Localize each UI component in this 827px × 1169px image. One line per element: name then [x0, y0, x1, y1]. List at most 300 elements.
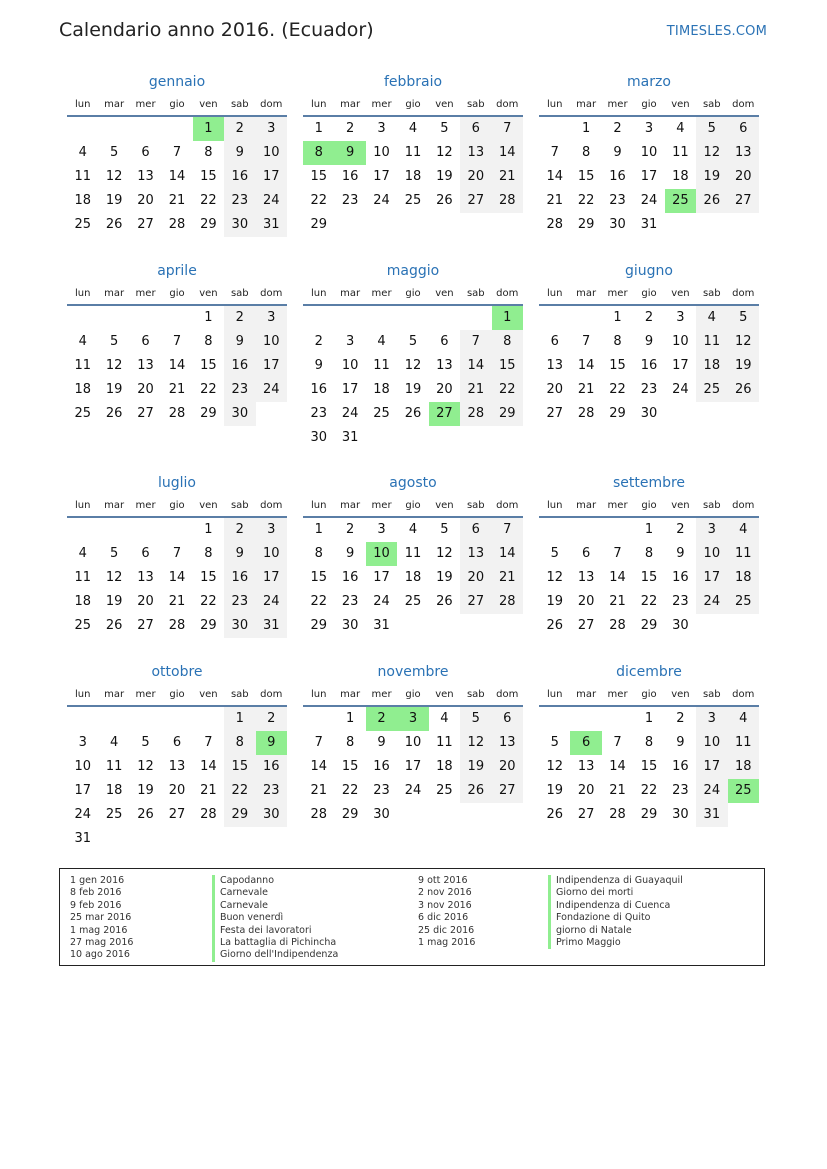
- empty-cell: [130, 306, 161, 330]
- day-cell: 14: [492, 141, 523, 165]
- day-cell: 3: [696, 707, 727, 731]
- day-cell: 23: [341, 193, 359, 208]
- empty-cell: [397, 306, 428, 330]
- legend-dates-left: [70, 875, 133, 962]
- weekday-label: ven: [671, 99, 690, 110]
- day-cell: 25: [74, 618, 91, 633]
- day-grid: [303, 707, 523, 827]
- day-cell: 26: [728, 378, 759, 402]
- day-cell: 26: [546, 807, 563, 822]
- day-cell: 21: [168, 594, 186, 609]
- day-cell: 28: [546, 217, 563, 232]
- day-cell: 31: [256, 213, 287, 237]
- day-cell: 30: [224, 213, 255, 237]
- day-cell: 21: [492, 165, 523, 189]
- weekday-label: mar: [576, 99, 597, 110]
- weekday-label: lun: [310, 288, 327, 299]
- day-cell: 15: [200, 358, 217, 373]
- day-cell: 20: [460, 165, 491, 189]
- legend-holiday-name: Buon venerdì: [212, 912, 338, 924]
- day-grid: [67, 707, 287, 851]
- day-cell: 21: [200, 783, 217, 798]
- day-cell: 21: [609, 783, 626, 798]
- day-cell: 22: [640, 594, 658, 609]
- weekday-label: sab: [466, 689, 485, 700]
- day-cell: 11: [74, 570, 91, 585]
- weekday-label: dom: [496, 689, 519, 700]
- day-cell: 14: [168, 570, 186, 585]
- day-cell: 16: [310, 382, 327, 397]
- weekday-label: lun: [546, 288, 563, 299]
- day-cell: 24: [256, 378, 287, 402]
- day-cell: 5: [109, 546, 119, 561]
- day-cell: 25: [696, 378, 727, 402]
- empty-cell: [98, 707, 129, 731]
- day-cell: 11: [105, 759, 123, 774]
- holiday-day: 9: [256, 731, 287, 755]
- day-cell: 28: [168, 618, 186, 633]
- day-cell: 1: [613, 310, 622, 325]
- day-cell: 15: [577, 169, 595, 184]
- page-title: Calendario anno 2016. (Ecuador): [59, 19, 374, 41]
- day-cell: 20: [137, 382, 154, 397]
- weekday-label: mer: [607, 500, 628, 511]
- day-cell: 21: [168, 382, 186, 397]
- weekday-label: sab: [702, 689, 721, 700]
- day-cell: 31: [341, 430, 359, 445]
- empty-cell: [67, 518, 98, 542]
- weekday-label: lun: [310, 689, 327, 700]
- day-cell: 7: [492, 117, 523, 141]
- day-cell: 6: [440, 334, 449, 349]
- day-cell: 24: [696, 779, 727, 803]
- day-cell: 8: [581, 145, 591, 160]
- day-cell: 25: [74, 217, 91, 232]
- day-cell: 8: [314, 546, 323, 561]
- holiday-day: 10: [366, 542, 397, 566]
- day-cell: 7: [581, 334, 591, 349]
- day-cell: 27: [577, 618, 595, 633]
- day-cell: 9: [224, 141, 255, 165]
- day-cell: 1: [204, 522, 213, 537]
- weekday-label: mer: [607, 288, 628, 299]
- day-cell: 29: [640, 807, 658, 822]
- day-cell: 16: [341, 169, 359, 184]
- day-cell: 8: [492, 330, 523, 354]
- weekday-label: mar: [104, 689, 125, 700]
- day-cell: 5: [440, 522, 449, 537]
- day-cell: 29: [640, 618, 658, 633]
- empty-cell: [570, 518, 601, 542]
- day-cell: 6: [141, 145, 150, 160]
- day-cell: 4: [728, 518, 759, 542]
- day-cell: 13: [436, 358, 453, 373]
- day-cell: 17: [74, 783, 91, 798]
- day-cell: 21: [546, 193, 563, 208]
- day-cell: 18: [436, 759, 453, 774]
- day-cell: 2: [613, 121, 622, 136]
- day-cell: 19: [105, 382, 123, 397]
- day-cell: 9: [613, 145, 622, 160]
- day-cell: 8: [613, 334, 622, 349]
- day-cell: 14: [310, 759, 327, 774]
- day-cell: 7: [613, 546, 622, 561]
- weekday-label: mer: [135, 500, 156, 511]
- month-aprile: [67, 262, 287, 426]
- day-cell: 5: [109, 145, 119, 160]
- legend-holiday-name: Fondazione di Quito: [548, 912, 683, 924]
- weekday-label: ven: [435, 689, 454, 700]
- empty-cell: [161, 518, 192, 542]
- day-cell: 7: [492, 518, 523, 542]
- legend-holiday-name: Primo Maggio: [548, 937, 683, 949]
- day-cell: 24: [256, 189, 287, 213]
- legend-date: 9 feb 2016: [70, 899, 122, 911]
- day-cell: 24: [696, 590, 727, 614]
- day-cell: 18: [404, 169, 422, 184]
- day-cell: 16: [373, 759, 390, 774]
- weekday-label: ven: [671, 500, 690, 511]
- day-cell: 25: [74, 406, 91, 421]
- day-cell: 6: [728, 117, 759, 141]
- day-cell: 28: [577, 406, 595, 421]
- day-cell: 7: [550, 145, 559, 160]
- day-cell: 25: [436, 783, 453, 798]
- day-grid: [539, 518, 759, 638]
- day-cell: 19: [728, 354, 759, 378]
- day-cell: 7: [314, 735, 323, 750]
- day-cell: 27: [460, 189, 491, 213]
- empty-cell: [161, 306, 192, 330]
- empty-cell: [602, 518, 633, 542]
- weekday-label: lun: [310, 500, 327, 511]
- day-cell: 11: [404, 546, 422, 561]
- legend-holiday-name: Capodanno: [212, 875, 338, 887]
- day-cell: 20: [577, 783, 595, 798]
- day-cell: 13: [460, 542, 491, 566]
- day-cell: 3: [377, 522, 386, 537]
- day-cell: 11: [404, 145, 422, 160]
- day-cell: 14: [492, 542, 523, 566]
- day-cell: 13: [137, 570, 154, 585]
- day-cell: 18: [696, 354, 727, 378]
- day-cell: 4: [408, 121, 418, 136]
- day-cell: 6: [460, 518, 491, 542]
- day-cell: 2: [224, 518, 255, 542]
- weekday-label: gio: [169, 689, 185, 700]
- day-cell: 12: [436, 546, 453, 561]
- day-cell: 29: [200, 618, 217, 633]
- day-cell: 21: [492, 566, 523, 590]
- weekday-label: sab: [702, 288, 721, 299]
- holiday-day: 6: [570, 731, 601, 755]
- month-name: maggio: [386, 263, 440, 279]
- day-cell: 15: [341, 759, 359, 774]
- day-cell: 16: [224, 566, 255, 590]
- weekday-label: gio: [641, 689, 657, 700]
- holiday-day: 1: [492, 306, 523, 330]
- day-cell: 10: [696, 542, 727, 566]
- day-cell: 26: [105, 618, 123, 633]
- day-cell: 16: [341, 570, 359, 585]
- month-name: ottobre: [151, 664, 203, 680]
- day-cell: 14: [460, 354, 491, 378]
- day-cell: 1: [204, 310, 213, 325]
- month-novembre: [303, 663, 523, 827]
- weekday-label: mer: [607, 689, 628, 700]
- legend-date: 8 feb 2016: [70, 887, 122, 899]
- day-cell: 17: [672, 358, 689, 373]
- weekday-label: dom: [732, 99, 755, 110]
- day-cell: 22: [310, 193, 327, 208]
- day-cell: 7: [172, 145, 182, 160]
- weekday-label: mar: [340, 689, 361, 700]
- day-cell: 4: [696, 306, 727, 330]
- day-grid: [539, 707, 759, 827]
- day-cell: 3: [256, 518, 287, 542]
- day-cell: 22: [341, 783, 359, 798]
- empty-cell: [539, 306, 570, 330]
- day-cell: 30: [256, 803, 287, 827]
- day-cell: 19: [137, 783, 154, 798]
- empty-cell: [98, 117, 129, 141]
- day-cell: 24: [341, 406, 359, 421]
- weekday-label: gio: [641, 288, 657, 299]
- day-cell: 3: [345, 334, 355, 349]
- holiday-day: 25: [665, 189, 696, 213]
- day-cell: 2: [224, 306, 255, 330]
- day-cell: 15: [640, 759, 658, 774]
- day-cell: 14: [168, 358, 186, 373]
- day-cell: 3: [644, 121, 654, 136]
- day-cell: 20: [728, 165, 759, 189]
- day-cell: 26: [137, 807, 154, 822]
- legend-holiday-name: Carnevale: [212, 900, 338, 912]
- day-cell: 8: [204, 145, 213, 160]
- day-cell: 15: [609, 358, 626, 373]
- legend-names-right: [548, 875, 683, 949]
- day-cell: 5: [141, 735, 150, 750]
- weekday-label: ven: [671, 689, 690, 700]
- weekday-label: mer: [371, 288, 392, 299]
- weekday-label: dom: [732, 500, 755, 511]
- day-cell: 7: [172, 546, 182, 561]
- day-cell: 8: [345, 735, 355, 750]
- weekday-header: [303, 500, 523, 518]
- month-name: febbraio: [383, 74, 443, 90]
- weekday-label: ven: [199, 288, 218, 299]
- day-cell: 24: [404, 783, 422, 798]
- day-cell: 18: [373, 382, 390, 397]
- empty-cell: [67, 707, 98, 731]
- day-grid: [67, 306, 287, 426]
- empty-cell: [366, 306, 397, 330]
- weekday-label: lun: [546, 99, 563, 110]
- legend-holiday-name: Festa dei lavoratori: [212, 925, 338, 937]
- weekday-label: gio: [405, 689, 421, 700]
- day-cell: 17: [341, 382, 359, 397]
- day-cell: 17: [256, 354, 287, 378]
- day-cell: 9: [676, 546, 685, 561]
- day-cell: 18: [728, 566, 759, 590]
- weekday-header: [67, 689, 287, 707]
- weekday-label: mar: [340, 99, 361, 110]
- empty-cell: [130, 707, 161, 731]
- day-cell: 15: [492, 354, 523, 378]
- day-grid: [303, 518, 523, 638]
- day-cell: 30: [224, 614, 255, 638]
- day-cell: 13: [137, 169, 154, 184]
- day-cell: 27: [168, 807, 186, 822]
- empty-cell: [570, 306, 601, 330]
- weekday-label: dom: [260, 500, 283, 511]
- weekday-label: gio: [405, 99, 421, 110]
- weekday-label: sab: [466, 288, 485, 299]
- day-cell: 12: [137, 759, 154, 774]
- day-cell: 27: [137, 618, 154, 633]
- legend-holiday-name: La battaglia di Pichincha: [212, 937, 338, 949]
- weekday-label: ven: [435, 500, 454, 511]
- day-cell: 21: [460, 378, 491, 402]
- day-cell: 27: [492, 779, 523, 803]
- day-cell: 17: [373, 169, 390, 184]
- weekday-label: gio: [405, 500, 421, 511]
- day-cell: 12: [105, 570, 123, 585]
- day-cell: 9: [224, 542, 255, 566]
- day-cell: 19: [546, 594, 563, 609]
- day-cell: 15: [224, 755, 255, 779]
- day-cell: 4: [78, 546, 87, 561]
- day-cell: 31: [74, 831, 91, 846]
- day-cell: 19: [696, 165, 727, 189]
- day-cell: 27: [577, 807, 595, 822]
- day-grid: [67, 117, 287, 237]
- day-cell: 1: [314, 121, 323, 136]
- day-cell: 29: [224, 803, 255, 827]
- holiday-day: 8: [303, 141, 334, 165]
- day-cell: 16: [640, 358, 658, 373]
- day-cell: 13: [168, 759, 186, 774]
- day-cell: 24: [373, 193, 390, 208]
- day-cell: 3: [676, 310, 685, 325]
- day-cell: 2: [644, 310, 654, 325]
- day-cell: 23: [640, 382, 658, 397]
- day-cell: 26: [460, 779, 491, 803]
- month-name: novembre: [377, 664, 449, 680]
- day-cell: 22: [224, 779, 255, 803]
- day-cell: 28: [460, 402, 491, 426]
- day-cell: 21: [168, 193, 186, 208]
- day-cell: 17: [640, 169, 658, 184]
- day-cell: 30: [310, 430, 327, 445]
- day-cell: 11: [436, 735, 453, 750]
- day-grid: [303, 117, 523, 237]
- day-cell: 5: [440, 121, 449, 136]
- weekday-label: mer: [607, 99, 628, 110]
- day-cell: 12: [546, 759, 563, 774]
- day-cell: 22: [577, 193, 595, 208]
- day-cell: 26: [436, 193, 453, 208]
- day-cell: 20: [577, 594, 595, 609]
- weekday-label: dom: [260, 689, 283, 700]
- day-cell: 9: [644, 334, 654, 349]
- day-cell: 30: [672, 618, 689, 633]
- day-cell: 18: [672, 169, 689, 184]
- day-cell: 23: [373, 783, 390, 798]
- day-cell: 19: [436, 169, 453, 184]
- day-cell: 19: [105, 193, 123, 208]
- day-grid: [67, 518, 287, 638]
- day-cell: 13: [577, 570, 595, 585]
- day-cell: 27: [546, 406, 563, 421]
- day-cell: 18: [105, 783, 123, 798]
- empty-cell: [303, 306, 334, 330]
- day-cell: 16: [672, 759, 689, 774]
- day-cell: 7: [172, 334, 182, 349]
- day-cell: 4: [676, 121, 685, 136]
- day-cell: 14: [609, 759, 626, 774]
- legend-names-left: [212, 875, 338, 962]
- weekday-label: dom: [732, 288, 755, 299]
- weekday-label: sab: [230, 99, 249, 110]
- day-cell: 9: [224, 330, 255, 354]
- weekday-label: dom: [496, 288, 519, 299]
- day-cell: 2: [676, 711, 685, 726]
- brand-logo[interactable]: TIMESLES.COM: [666, 24, 767, 39]
- month-name: dicembre: [616, 664, 682, 680]
- day-cell: 23: [672, 594, 689, 609]
- day-cell: 29: [609, 406, 626, 421]
- month-luglio: [67, 474, 287, 638]
- weekday-label: lun: [74, 689, 91, 700]
- day-cell: 16: [256, 755, 287, 779]
- weekday-label: mar: [104, 500, 125, 511]
- weekday-label: gio: [641, 99, 657, 110]
- day-cell: 28: [609, 807, 626, 822]
- day-cell: 10: [256, 542, 287, 566]
- empty-cell: [539, 707, 570, 731]
- day-grid: [303, 306, 523, 450]
- day-cell: 18: [404, 570, 422, 585]
- weekday-label: mer: [371, 689, 392, 700]
- day-cell: 11: [74, 358, 91, 373]
- day-cell: 6: [172, 735, 182, 750]
- day-cell: 8: [204, 334, 213, 349]
- month-gennaio: [67, 73, 287, 237]
- day-cell: 7: [613, 735, 622, 750]
- day-cell: 1: [644, 711, 654, 726]
- day-cell: 19: [105, 594, 123, 609]
- day-cell: 16: [224, 354, 255, 378]
- day-cell: 9: [345, 546, 355, 561]
- legend-date: 10 ago 2016: [70, 949, 130, 961]
- day-cell: 11: [696, 330, 727, 354]
- holiday-day: 2: [366, 707, 397, 731]
- day-cell: 29: [200, 406, 217, 421]
- day-cell: 22: [609, 382, 626, 397]
- day-cell: 29: [310, 618, 327, 633]
- day-cell: 3: [78, 735, 87, 750]
- day-cell: 23: [224, 378, 255, 402]
- empty-cell: [602, 707, 633, 731]
- day-cell: 30: [672, 807, 689, 822]
- weekday-label: dom: [496, 99, 519, 110]
- day-cell: 15: [200, 169, 217, 184]
- day-cell: 18: [74, 594, 91, 609]
- legend-date: 1 gen 2016: [70, 875, 125, 886]
- day-cell: 6: [460, 117, 491, 141]
- day-cell: 19: [460, 755, 491, 779]
